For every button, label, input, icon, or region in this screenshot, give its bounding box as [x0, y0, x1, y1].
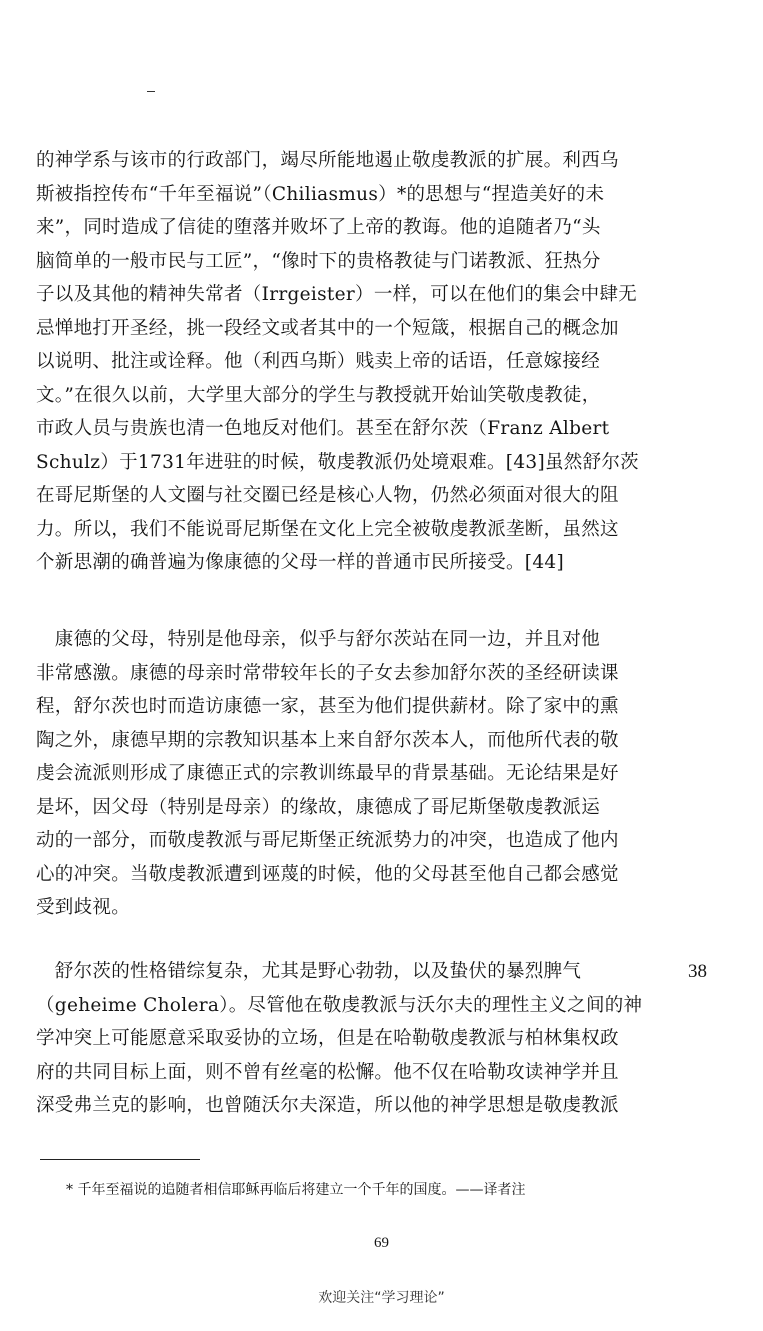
text-line: 忌惮地打开圣经，挑一段经文或者其中的一个短箴，根据自己的概念加: [36, 317, 619, 339]
text-line: 康德的父母，特别是他母亲，似乎与舒尔茨站在同一边，并且对他: [36, 629, 601, 650]
text-line: 心的冲突。当敬虔教派遭到诬蔑的时候，他的父母甚至他自己都会感觉: [36, 863, 619, 885]
footnote: * 千年至福说的追随者相信耶稣再临后将建立一个千年的国度。——译者注: [66, 1182, 526, 1198]
page-mark: [147, 91, 155, 92]
text-line: 虔会流派则形成了康德正式的宗教训练最早的背景基础。无论结果是好: [36, 763, 619, 784]
paragraph-2: [36, 623, 664, 925]
text-line: 受到歧视。: [36, 897, 131, 918]
text-line: 动的一部分，而敬虔教派与哥尼斯堡正统派势力的冲突，也造成了他内: [36, 830, 619, 851]
margin-page-number: 38: [688, 961, 707, 982]
text-line: 个新思潮的确普遍为像康德的父母一样的普通市民所接受。[44]: [36, 552, 564, 573]
text-line: 程，舒尔茨也时而造访康德一家，甚至为他们提供薪材。除了家中的熏: [36, 696, 619, 717]
watermark-text: 欢迎关注“学习理论”: [318, 1290, 445, 1306]
text-line: 非常感激。康德的母亲时常带较年长的子女去参加舒尔茨的圣经研读课: [36, 662, 619, 684]
text-line: 的神学系与该市的行政部门，竭尽所能地遏止敬虔教派的扩展。利西乌: [36, 150, 619, 171]
text-line: （geheime Cholera）。尽管他在敬虔教派与沃尔夫的理性主义之间的神: [36, 994, 643, 1016]
text-line: Schulz）于1731年进驻的时候，敬虔教派仍处境艰难。[43]虽然舒尔茨: [36, 451, 639, 473]
text-line: 学冲突上可能愿意采取妥协的立场，但是在哈勒敬虔教派与柏林集权政: [36, 1028, 619, 1049]
text-line: 斯被指控传布“千年至福说”（Chiliasmus）*的思想与“捏造美好的未: [36, 183, 605, 205]
text-line: 在哥尼斯堡的人文圈与社交圈已经是核心人物，仍然必须面对很大的阻: [36, 485, 619, 506]
text-line: 舒尔茨的性格错综复杂，尤其是野心勃勃，以及蛰伏的暴烈脾气: [36, 961, 582, 982]
text-line: 以说明、批注或诠释。他（利西乌斯）贱卖上帝的话语，任意嫁接经: [36, 351, 601, 372]
text-line: 子以及其他的精神失常者（Irrgeister）一样，可以在他们的集会中肆无: [36, 284, 638, 305]
text-line: 深受弗兰克的影响，也曾随沃尔夫深造，所以他的神学思想是敬虔教派: [36, 1095, 619, 1116]
text-line: 府的共同目标上面，则不曾有丝毫的松懈。他不仅在哈勒攻读神学并且: [36, 1061, 619, 1083]
text-line: 市政人员与贵族也清一色地反对他们。甚至在舒尔茨（Franz Albert: [36, 418, 610, 439]
text-line: 力。所以，我们不能说哥尼斯堡在文化上完全被敬虔教派垄断，虽然这: [36, 518, 619, 540]
page-number: 69: [374, 1235, 389, 1251]
text-line: 来”，同时造成了信徒的堕落并败坏了上帝的教诲。他的追随者乃“头: [36, 217, 601, 238]
text-line: 陶之外，康德早期的宗教知识基本上来自舒尔茨本人，而他所代表的敬: [36, 729, 619, 751]
paragraph-3: [36, 955, 664, 1123]
paragraph-1: [36, 144, 664, 580]
text-line: 脑简单的一般市民与工匠”，“像时下的贵格教徒与门诺教派、狂热分: [36, 250, 601, 272]
text-line: 文。”在很久以前，大学里大部分的学生与教授就开始讪笑敬虔教徒，: [36, 384, 601, 406]
text-line: 是坏，因父母（特别是母亲）的缘故，康德成了哥尼斯堡敬虔教派运: [36, 796, 601, 818]
footnote-divider: [40, 1159, 200, 1160]
